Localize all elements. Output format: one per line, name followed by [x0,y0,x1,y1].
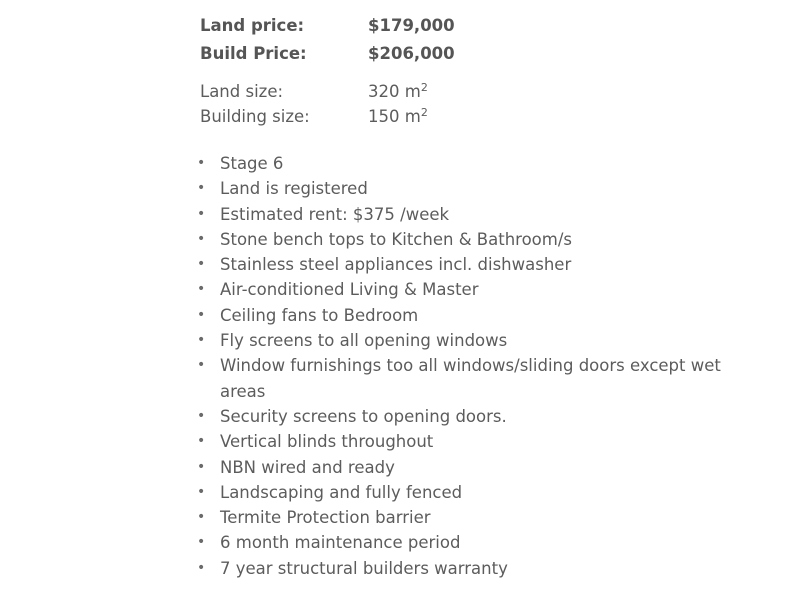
bullet-icon: • [197,509,206,526]
list-item [197,151,760,176]
feature-text: 6 month maintenance period [220,533,461,553]
build-price-label: Build Price: [200,44,307,63]
features-list [197,151,760,581]
list-item [197,202,760,227]
feature-text: Security screens to opening doors. [220,406,507,426]
bullet-icon: • [197,230,206,247]
feature-text: NBN wired and ready [220,457,395,477]
bullet-icon: • [197,483,206,500]
land-size-value [368,82,428,101]
land-size-unit-sup: 2 [420,81,428,94]
bullet-icon: • [197,306,206,323]
bullet-icon: • [197,281,206,298]
list-item [197,530,760,555]
feature-text: Land is registered [220,179,368,199]
land-size-label: Land size: [200,82,284,101]
feature-text: Ceiling fans to Bedroom [220,305,419,325]
feature-text: Stone bench tops to Kitchen & Bathroom/s [220,229,573,249]
bullet-icon: • [197,155,206,171]
list-item [197,480,760,505]
list-item [197,429,760,454]
feature-text: Stainless steel appliances incl. dishwasher [220,255,572,275]
building-size-label: Building size: [200,107,310,126]
bullet-icon: • [197,534,206,551]
building-size-unit-sup: 2 [420,106,428,119]
bullet-icon: • [197,559,206,576]
bullet-icon: • [197,180,206,197]
build-price-value: $206,000 [368,44,455,63]
list-item [197,176,760,201]
price-section [200,16,760,72]
feature-text: Fly screens to all opening windows [220,331,508,351]
list-item [197,505,760,530]
build-price-row [200,44,760,72]
feature-text: Air-conditioned Living & Master [220,280,479,300]
land-size-row [200,82,760,107]
feature-text: Landscaping and fully fenced [220,482,463,502]
land-size-number: 320 m [368,82,421,101]
list-item [197,404,760,429]
feature-text: 7 year structural builders warranty [220,558,508,578]
list-item [197,303,760,328]
land-price-row [200,16,760,44]
feature-text: Estimated rent: $375 /week [220,204,450,224]
feature-text: Stage 6 [220,154,284,173]
bullet-icon: • [197,458,206,475]
feature-text: Termite Protection barrier [220,508,431,528]
list-item [197,328,760,353]
bullet-icon: • [197,205,206,222]
feature-text: Vertical blinds throughout [220,432,434,452]
list-item [197,556,760,581]
bullet-icon: • [197,433,206,450]
list-item [197,455,760,480]
feature-text: Window furnishings too all windows/sliding doors except wet areas [220,356,721,401]
building-size-number: 150 m [368,107,421,126]
bullet-icon: • [197,407,206,424]
bullet-icon: • [197,357,206,374]
land-price-label: Land price: [200,16,305,35]
building-size-row [200,107,760,132]
land-price-value: $179,000 [368,16,455,35]
list-item [197,252,760,277]
bullet-icon: • [197,256,206,273]
bullet-icon: • [197,332,206,349]
list-item [197,353,760,404]
list-item [197,277,760,302]
list-item [197,227,760,252]
size-section [200,82,760,132]
property-details [197,16,760,581]
building-size-value [368,107,428,126]
